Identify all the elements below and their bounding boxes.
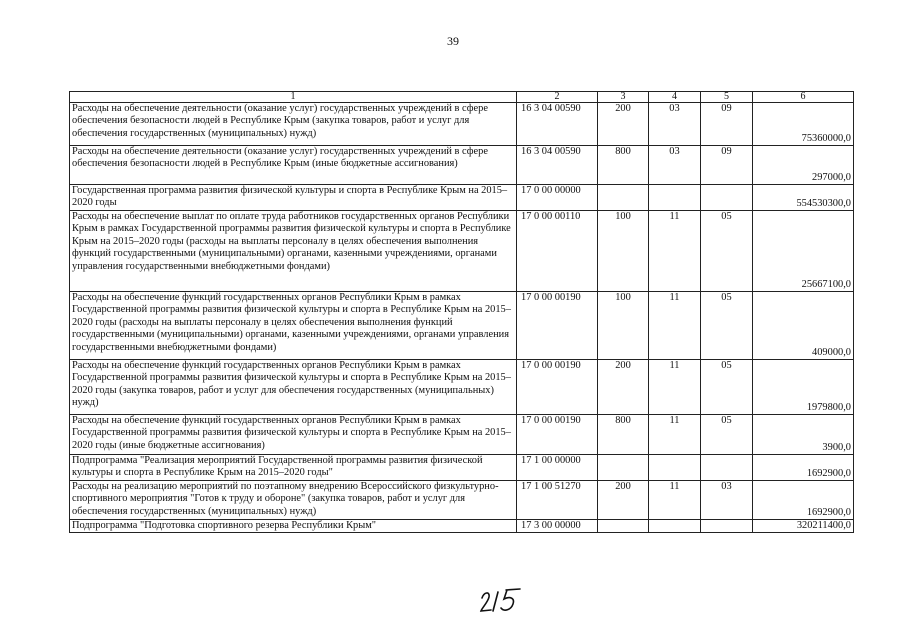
row-col3: 200 [598, 481, 649, 520]
table-row [70, 292, 854, 360]
row-col5: 05 [701, 360, 753, 415]
row-col3: 100 [598, 211, 649, 292]
table-row [70, 455, 854, 481]
table-row [70, 146, 854, 185]
table-header-row [70, 92, 854, 103]
row-name: Расходы на обеспечение деятельности (оказание услуг) государственных учреждений в сфере обеспечения безопасности людей в Республике Крым (закупка товаров, работ и услуг для обеспечения государственных (муниципальных) нужд) [70, 103, 517, 146]
row-col4 [649, 185, 701, 211]
row-name: Расходы на обеспечение деятельности (оказание услуг) государственных учреждений в сфере обеспечения безопасности людей в Республике Крым (иные бюджетные ассигнования) [70, 146, 517, 185]
table-row [70, 185, 854, 211]
row-col5 [701, 520, 753, 533]
row-code: 17 1 00 51270 [517, 481, 598, 520]
row-name: Расходы на реализацию мероприятий по поэтапному внедрению Всероссийского физкультурно-спортивного мероприятия "Готов к труду и обороне" (закупка товаров, работ и услуг для обеспечения государственных (муниципальных) нужд) [70, 481, 517, 520]
column-header: 3 [598, 92, 649, 103]
row-name: Расходы на обеспечение функций государственных органов Республики Крым в рамках Государственной программы развития физической культуры и спорта в Республике Крым на 2015–2020 годы (расходы на выплаты персоналу в целях обеспечения выполнения функций государственными (муниципальными) органами, казенными учреждениями, органами управления государственными внебюджетными фондами) [70, 292, 517, 360]
row-col4: 11 [649, 211, 701, 292]
budget-table [69, 91, 854, 533]
row-col3 [598, 455, 649, 481]
row-col4 [649, 455, 701, 481]
row-code: 17 1 00 00000 [517, 455, 598, 481]
row-col3 [598, 520, 649, 533]
table-row [70, 481, 854, 520]
row-amount: 25667100,0 [753, 211, 854, 292]
row-code: 17 0 00 00190 [517, 292, 598, 360]
column-header: 4 [649, 92, 701, 103]
column-header: 5 [701, 92, 753, 103]
table-row [70, 360, 854, 415]
row-code: 17 3 00 00000 [517, 520, 598, 533]
row-code: 16 3 04 00590 [517, 146, 598, 185]
row-col5: 05 [701, 211, 753, 292]
table-row [70, 415, 854, 455]
row-name: Расходы на обеспечение выплат по оплате труда работников государственных органов Республики Крым в рамках Государственной программы развития физической культуры и спорта в Республике Крым на 2015–2020 годы (расходы на выплаты персоналу в целях обеспечения выполнения функций государственными (муниципальными) органами, казенными учреждениями, органами управления государственными внебюджетными фондами) [70, 211, 517, 292]
row-name: Подпрограмма "Реализация мероприятий Государственной программы развития физической культуры и спорта в Республике Крым на 2015–2020 годы" [70, 455, 517, 481]
row-col3 [598, 185, 649, 211]
row-code: 16 3 04 00590 [517, 103, 598, 146]
row-code: 17 0 00 00000 [517, 185, 598, 211]
row-col4: 11 [649, 360, 701, 415]
row-amount: 554530300,0 [753, 185, 854, 211]
row-col5: 09 [701, 146, 753, 185]
row-col3: 800 [598, 415, 649, 455]
row-col4: 03 [649, 146, 701, 185]
row-amount: 409000,0 [753, 292, 854, 360]
table-row [70, 103, 854, 146]
row-col5: 05 [701, 292, 753, 360]
row-amount: 1692900,0 [753, 455, 854, 481]
row-col3: 800 [598, 146, 649, 185]
row-col4: 11 [649, 292, 701, 360]
row-col3: 200 [598, 360, 649, 415]
row-amount: 1692900,0 [753, 481, 854, 520]
row-col5: 09 [701, 103, 753, 146]
row-amount: 3900,0 [753, 415, 854, 455]
row-col5 [701, 455, 753, 481]
column-header: 6 [753, 92, 854, 103]
row-name: Подпрограмма "Подготовка спортивного резерва Республики Крым" [70, 520, 517, 533]
row-col4 [649, 520, 701, 533]
column-header: 2 [517, 92, 598, 103]
row-col5: 03 [701, 481, 753, 520]
row-col4: 11 [649, 481, 701, 520]
row-col5 [701, 185, 753, 211]
column-header: 1 [70, 92, 517, 103]
row-name: Расходы на обеспечение функций государственных органов Республики Крым в рамках Государственной программы развития физической культуры и спорта в Республике Крым на 2015–2020 годы (закупка товаров, работ и услуг для обеспечения государственных (муниципальных) нужд) [70, 360, 517, 415]
table-row [70, 520, 854, 533]
handwritten-signature [478, 584, 528, 614]
row-col4: 03 [649, 103, 701, 146]
row-amount: 1979800,0 [753, 360, 854, 415]
row-col4: 11 [649, 415, 701, 455]
row-code: 17 0 00 00190 [517, 360, 598, 415]
row-name: Расходы на обеспечение функций государственных органов Республики Крым в рамках Государственной программы развития физической культуры и спорта в Республике Крым на 2015–2020 годы (иные бюджетные ассигнования) [70, 415, 517, 455]
page-number: 39 [447, 34, 459, 48]
row-code: 17 0 00 00190 [517, 415, 598, 455]
table-row [70, 211, 854, 292]
row-col3: 100 [598, 292, 649, 360]
row-col5: 05 [701, 415, 753, 455]
row-col3: 200 [598, 103, 649, 146]
row-name: Государственная программа развития физической культуры и спорта в Республике Крым на 2015–2020 годы [70, 185, 517, 211]
row-amount: 297000,0 [753, 146, 854, 185]
row-amount: 75360000,0 [753, 103, 854, 146]
signature-mark [478, 584, 528, 614]
row-amount: 320211400,0 [753, 520, 854, 533]
row-code: 17 0 00 00110 [517, 211, 598, 292]
